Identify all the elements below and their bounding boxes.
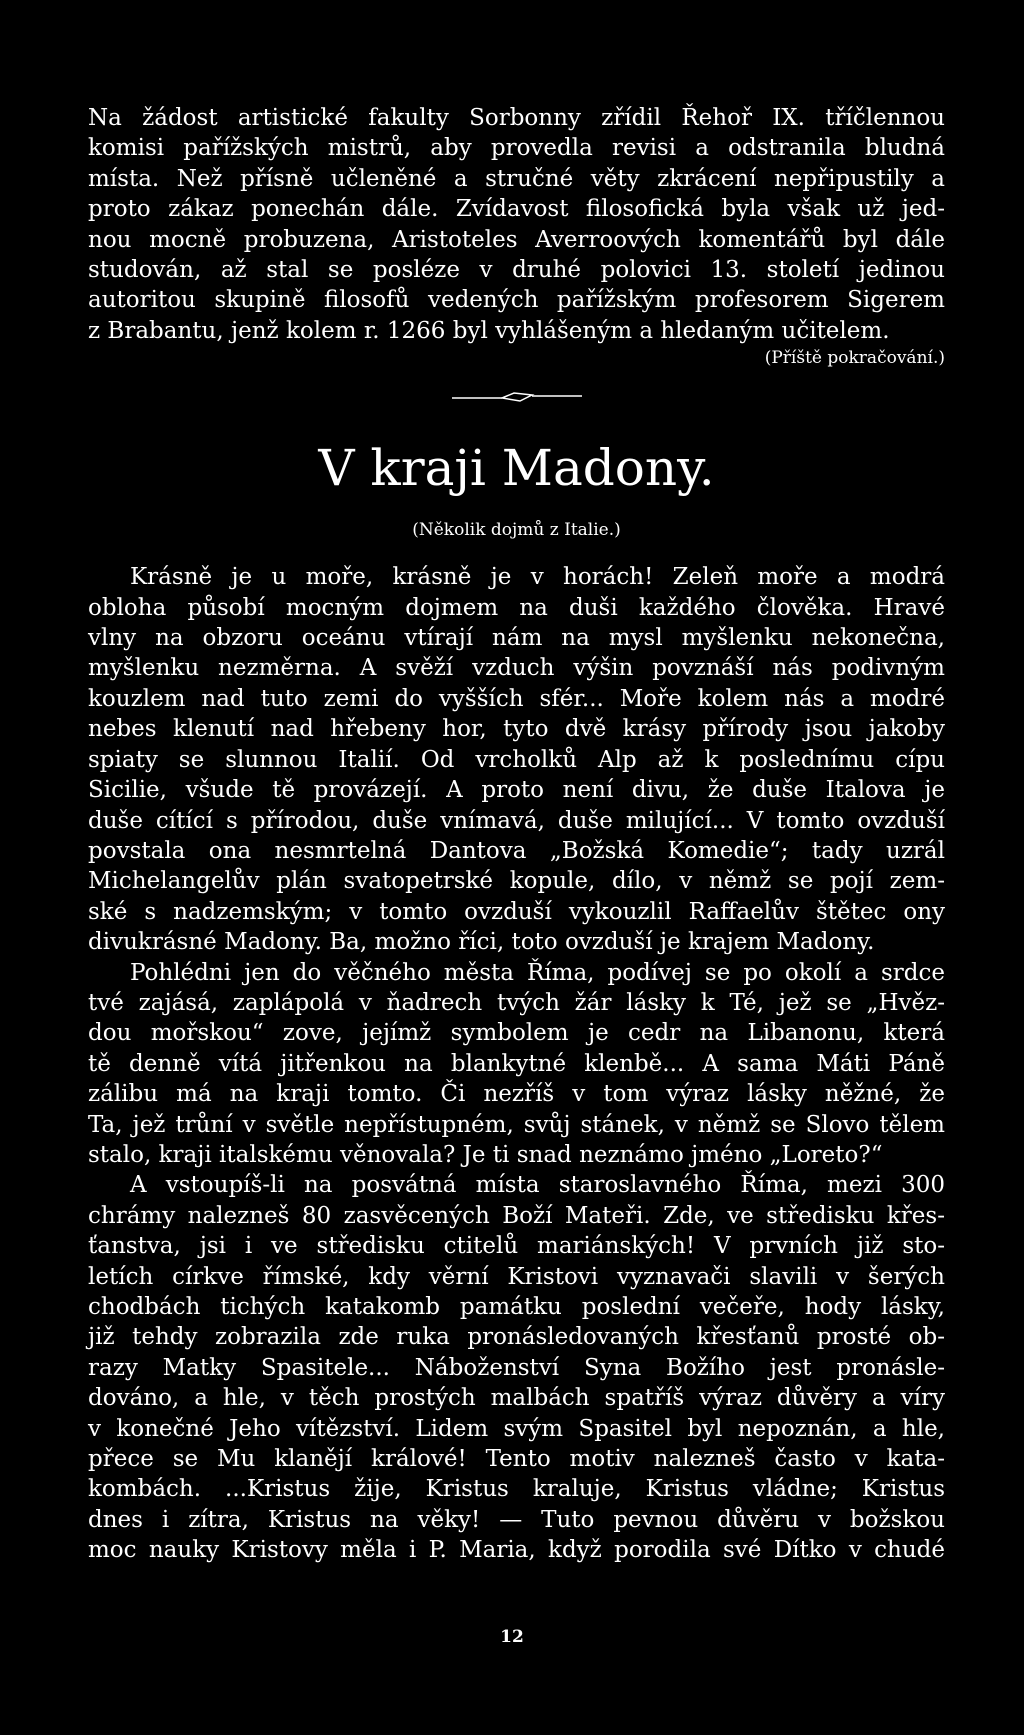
text-line: autoritou skupině filosofů vedených pařížským profesorem Sigerem bbox=[88, 287, 945, 314]
text-line: studován, až stal se posléze v druhé polovici 13. století jedinou bbox=[88, 257, 945, 284]
text-line: z Brabantu, jenž kolem r. 1266 byl vyhlášeným a hledaným učitelem. bbox=[88, 317, 890, 344]
article-body bbox=[88, 562, 945, 1565]
ornament-divider bbox=[88, 390, 945, 404]
text-line: dou mořskou“ zove, jejímž symbolem je cedr na Libanonu, která bbox=[88, 1020, 945, 1047]
page-content bbox=[88, 103, 945, 1566]
text-line: obloha působí mocným dojmem na duši každého člověka. Hravé bbox=[88, 594, 945, 621]
text-line: kouzlem nad tuto zemi do vyšších sfér... Moře kolem nás a modré bbox=[88, 685, 945, 712]
text-line: nou mocně probuzena, Aristoteles Averroových komentářů byl dále bbox=[88, 226, 945, 253]
text-line: Ta, jež trůní v světle nepřístupném, svůj stánek, v němž se Slovo tělem bbox=[88, 1111, 945, 1138]
text-line: Krásně je u moře, krásně je v horách! Zeleň moře a modrá bbox=[130, 564, 945, 591]
text-line: A vstoupíš-li na posvátná místa staroslavného Říma, mezi 300 bbox=[130, 1172, 945, 1199]
text-line: Pohlédni jen do věčného města Říma, podívej se po okolí a srdce bbox=[130, 959, 945, 986]
text-line: ťanstva, jsi i ve středisku ctitelů mariánských! V prvních již sto- bbox=[88, 1233, 945, 1260]
text-line: ské s nadzemským; v tomto ovzduší vykouzlil Raffaelův štětec ony bbox=[88, 898, 945, 925]
text-line: již tehdy zobrazila zde ruka pronásledovaných křesťanů prosté ob- bbox=[88, 1324, 945, 1351]
article-title: V kraji Madony. bbox=[318, 439, 715, 498]
text-line: spiaty se slunnou Italií. Od vrcholků Alp až k poslednímu cípu bbox=[88, 746, 945, 773]
text-line: přece se Mu klanějí králové! Tento motiv nalezneš často v kata- bbox=[88, 1446, 945, 1473]
text-line: proto zákaz ponechán dále. Zvídavost filosofická byla však už jed- bbox=[88, 196, 945, 223]
text-line: duše cítící s přírodou, duše vnímavá, duše milující... V tomto ovzduší bbox=[88, 807, 945, 834]
ornament-icon bbox=[452, 390, 582, 404]
text-line: moc nauky Kristovy měla i P. Maria, když porodila své Dítko v chudé bbox=[88, 1537, 945, 1564]
text-line: kombách. ...Kristus žije, Kristus kraluje, Kristus vládne; Kristus bbox=[88, 1476, 945, 1503]
page-number: 12 bbox=[500, 1627, 524, 1647]
text-line: vlny na obzoru oceánu vtírají nám na mysl myšlenku nekonečna, bbox=[88, 625, 945, 652]
text-line: dováno, a hle, v těch prostých malbách spatříš výraz důvěry a víry bbox=[88, 1385, 945, 1412]
text-line: myšlenku nezměrna. A svěží vzduch výšin povznáší nás podivným bbox=[88, 655, 945, 682]
text-line: Michelangelův plán svatopetrské kopule, dílo, v němž se pojí zem- bbox=[88, 868, 945, 895]
text-line: tě denně vítá jitřenkou na blankytné klenbě... A sama Máti Páně bbox=[88, 1050, 945, 1077]
text-line: Sicilie, všude tě provázejí. A proto není divu, že duše Italova je bbox=[88, 777, 945, 804]
article-subtitle: (Několik dojmů z Italie.) bbox=[412, 520, 621, 541]
text-line: tvé zajásá, zaplápolá v ňadrech tvých žár lásky k Té, jež se „Hvěz- bbox=[88, 989, 945, 1016]
text-line: stalo, kraji italskému věnovala? Je ti snad neznámo jméno „Loreto?“ bbox=[88, 1141, 883, 1168]
text-line: chodbách tichých katakomb památku poslední večeře, hody lásky, bbox=[88, 1294, 945, 1320]
text-line: dnes i zítra, Kristus na věky! — Tuto pevnou důvěru v božskou bbox=[88, 1506, 945, 1533]
text-line: nebes klenutí nad hřebeny hor, tyto dvě krásy přírody jsou jakoby bbox=[88, 716, 945, 743]
continued-note: (Příště pokračování.) bbox=[764, 348, 945, 369]
text-line: komisi pařížských mistrů, aby provedla revisi a odstranila bludná bbox=[88, 135, 945, 162]
text-line: v konečné Jeho vítězství. Lidem svým Spasitel byl nepoznán, a hle, bbox=[88, 1415, 945, 1442]
text-line: chrámy nalezneš 80 zasvěcených Boží Mateři. Zde, ve středisku křes- bbox=[88, 1202, 945, 1229]
text-line: povstala ona nesmrtelná Dantova „Božská Komedie“; tady uzrál bbox=[88, 837, 945, 864]
text-line: razy Matky Spasitele... Náboženství Syna Božího jest pronásle- bbox=[88, 1354, 945, 1381]
section-continuation bbox=[88, 103, 945, 346]
text-line: Na žádost artistické fakulty Sorbonny zřídil Řehoř IX. tříčlennou bbox=[88, 105, 945, 131]
text-line: místa. Než přísně učleněné a stručné věty zkrácení nepřipustily a bbox=[88, 165, 945, 192]
text-line: letích církve římské, kdy věrní Kristovi vyznavači slavili v šerých bbox=[88, 1263, 945, 1290]
text-line: divukrásné Madony. Ba, možno říci, toto ovzduší je krajem Madony. bbox=[88, 929, 875, 956]
text-line: zálibu má na kraji tomto. Či nezříš v tom výraz lásky něžné, že bbox=[88, 1081, 945, 1108]
